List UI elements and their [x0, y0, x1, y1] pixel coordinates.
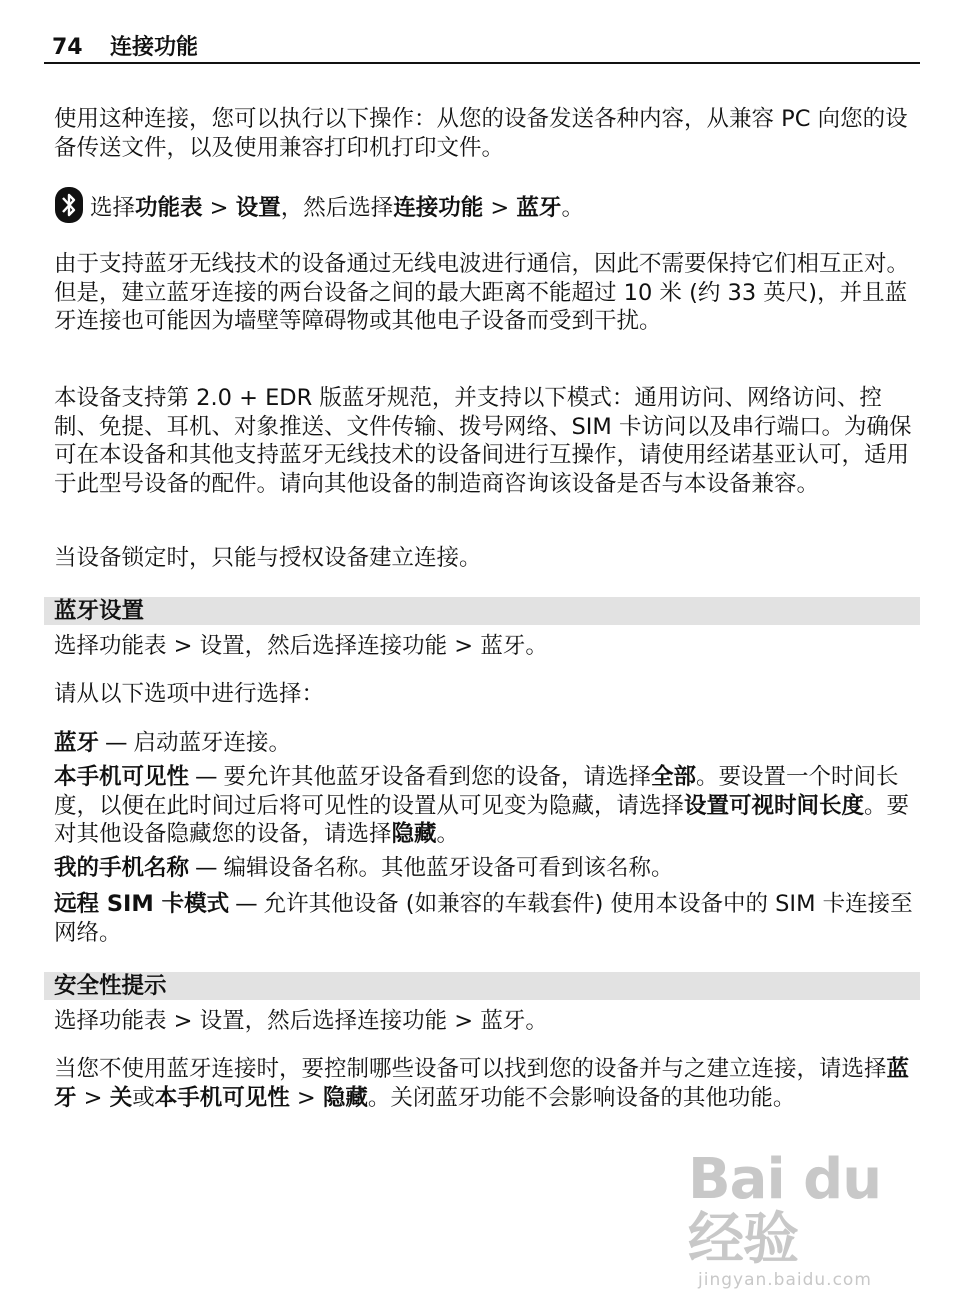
choose-line: 请从以下选项中进行选择：	[54, 681, 325, 707]
locked-paragraph: 当设备锁定时，只能与授权设备建立连接。	[54, 545, 482, 571]
option-desc: 允许其他设备 (如兼容的车载套件) 使用本设备中的 SIM 卡连接至网络。	[54, 891, 913, 946]
option-desc: 启动蓝牙连接。	[133, 730, 292, 756]
menu-link: 功能表	[135, 195, 203, 221]
option-bluetooth: 蓝牙 — 启动蓝牙连接。	[54, 730, 292, 756]
section-bluetooth-settings: 蓝牙设置	[44, 597, 920, 625]
bluetooth-nav-line: 选择功能表 > 设置，然后选择连接功能 > 蓝牙。	[54, 186, 916, 224]
intro-paragraph: 使用这种连接，您可以执行以下操作：从您的设备发送各种内容，从兼容 PC 向您的设备传送文件，以及使用兼容打印机打印文件。	[54, 106, 908, 161]
watermark-url: jingyan.baidu.com	[698, 1270, 872, 1290]
option-desc: 编辑设备名称。其他蓝牙设备可看到该名称。	[223, 855, 674, 881]
spec-paragraph: 本设备支持第 2.0 + EDR 版蓝牙规范，并支持以下模式：通用访问、网络访问、控制、免提、耳机、对象推送、文件传输、拨号网络、SIM 卡访问以及串行端口。为确保可在本设备和其他支持蓝牙无线技术的设备间进行互操作，请使用经诺基亚认可，适用于此型号设备的配件。请向其他设备的制造商咨询该设备是否与本设备兼容。	[54, 385, 912, 497]
settings-nav-line: 选择功能表 > 设置，然后选择连接功能 > 蓝牙。	[54, 633, 548, 659]
page-header	[44, 34, 920, 64]
baidu-watermark	[688, 1147, 928, 1290]
bluetooth-link: 蓝牙	[516, 195, 562, 221]
settings-link: 设置	[235, 195, 281, 221]
option-remote-sim: 远程 SIM 卡模式 — 允许其他设备 (如兼容的车载套件) 使用本设备中的 SIM 卡连接至网络。	[54, 891, 913, 946]
option-term: 蓝牙	[54, 730, 100, 756]
page-number: 74	[52, 35, 83, 60]
bluetooth-icon	[54, 186, 84, 224]
security-paragraph: 当您不使用蓝牙连接时，要控制哪些设备可以找到您的设备并与之建立连接，请选择蓝牙 > 关或本手机可见性 > 隐藏。关闭蓝牙功能不会影响设备的其他功能。	[54, 1056, 910, 1111]
option-visibility: 本手机可见性 — 要允许其他蓝牙设备看到您的设备，请选择全部。要设置一个时间长度，以便在此时间过后将可见性的设置从可见变为隐藏，请选择设置可视时间长度。要对其他设备隐藏您的设备，请选择隐藏。	[54, 764, 910, 847]
watermark-logo: Bai du 经验	[688, 1147, 882, 1272]
range-paragraph: 由于支持蓝牙无线技术的设备通过无线电波进行通信，因此不需要保持它们相互正对。但是，建立蓝牙连接的两台设备之间的最大距离不能超过 10 米 (约 33 英尺)，并且蓝牙连接也可能因为墙壁等障碍物或其他电子设备而受到干扰。	[54, 251, 910, 334]
option-phone-name: 我的手机名称 — 编辑设备名称。其他蓝牙设备可看到该名称。	[54, 855, 674, 881]
chapter-title: 连接功能	[110, 35, 199, 60]
option-term: 我的手机名称	[54, 855, 190, 881]
section-security-tips: 安全性提示	[44, 972, 920, 1000]
security-nav-line: 选择功能表 > 设置，然后选择连接功能 > 蓝牙。	[54, 1008, 548, 1034]
option-term: 本手机可见性	[54, 764, 190, 790]
connectivity-link: 连接功能	[393, 195, 484, 221]
option-term: 远程 SIM 卡模式	[54, 891, 230, 917]
